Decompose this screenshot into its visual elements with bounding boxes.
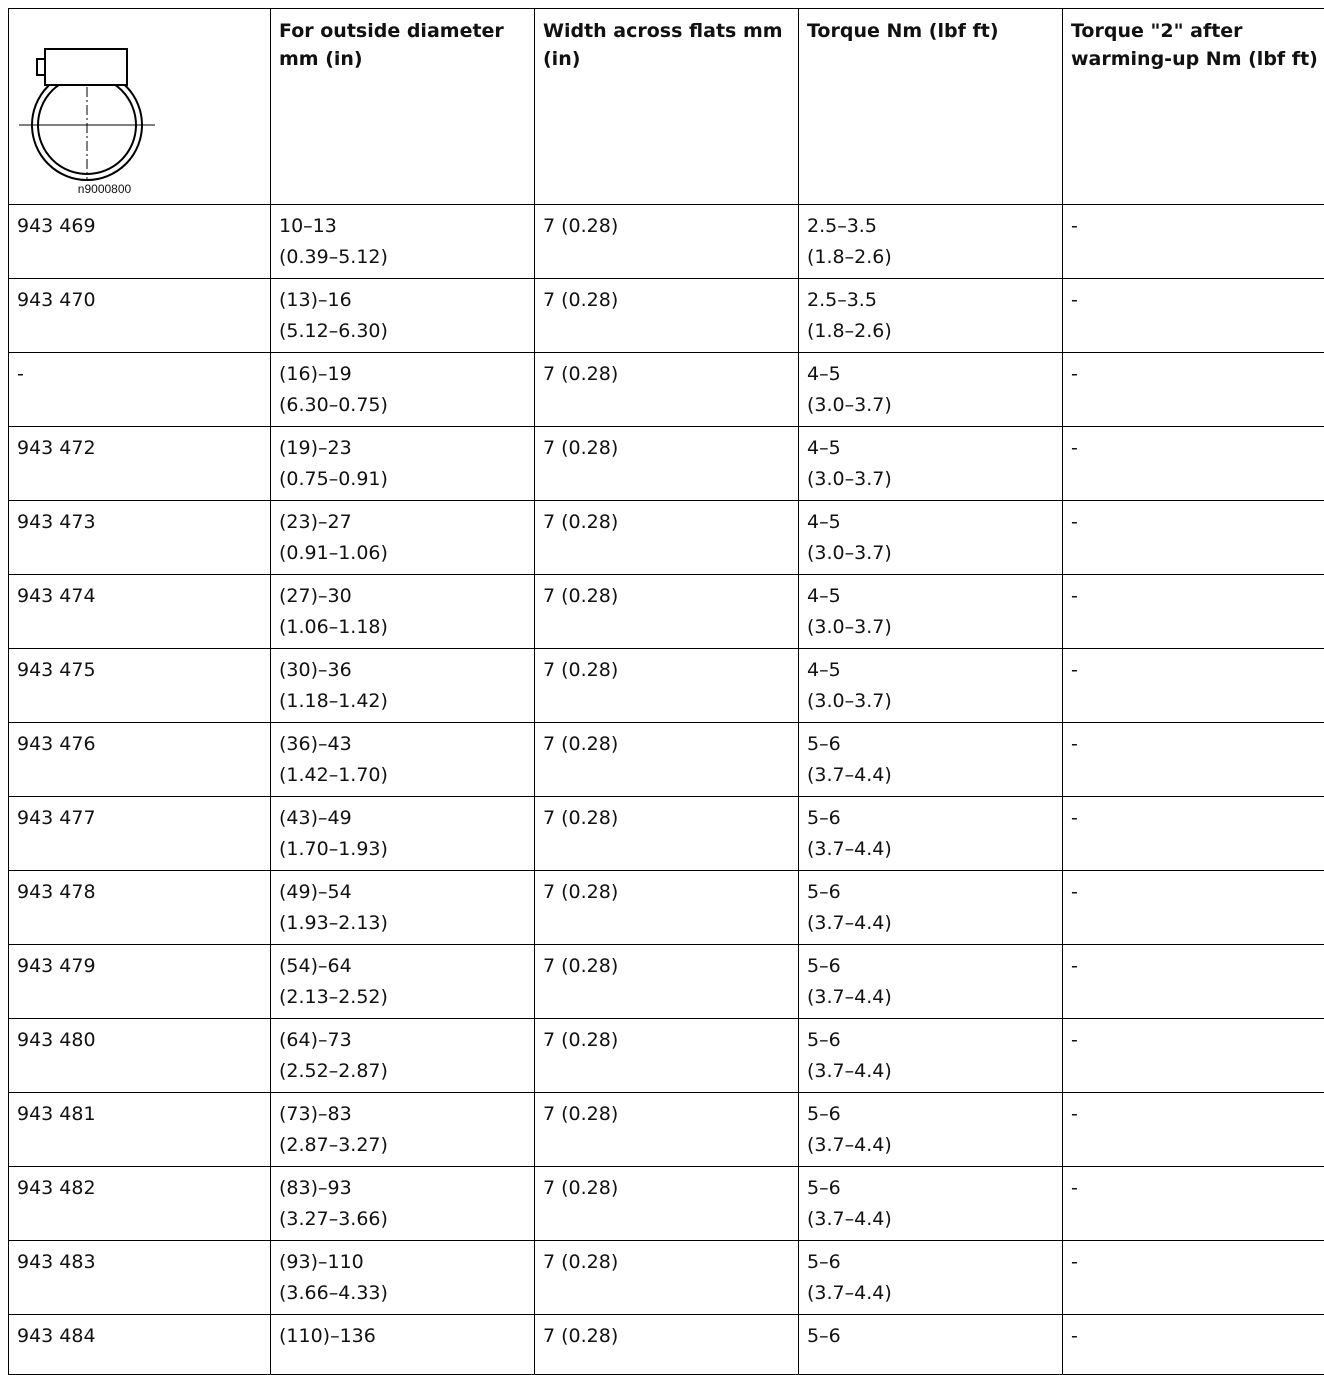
table-row [9, 279, 1324, 353]
diameter-mm: (27)–30 [279, 581, 526, 612]
torque-lbf: (3.7–4.4) [807, 1278, 1054, 1309]
torque-after-warmup-cell [1063, 1093, 1324, 1167]
table-row [9, 797, 1324, 871]
torque-lbf: (3.7–4.4) [807, 1130, 1054, 1161]
torque-nm: 4–5 [807, 581, 1054, 612]
header-torque: Torque Nm (lbf ft) [799, 9, 1063, 205]
width-value: 7 (0.28) [543, 433, 790, 464]
table-row [9, 1315, 1324, 1375]
torque-cell [799, 353, 1063, 427]
part-number-cell [9, 1241, 271, 1315]
diameter-mm: (19)–23 [279, 433, 526, 464]
torque-cell [799, 205, 1063, 279]
torque-after-warmup-cell [1063, 1167, 1324, 1241]
table-row [9, 1241, 1324, 1315]
part-number: 943 480 [17, 1025, 262, 1056]
part-number-cell [9, 279, 271, 353]
torque2-value: - [1071, 507, 1320, 538]
table-row [9, 1093, 1324, 1167]
part-number-cell [9, 575, 271, 649]
diameter-mm: (73)–83 [279, 1099, 526, 1130]
diameter-mm: (13)–16 [279, 285, 526, 316]
diameter-mm: (23)–27 [279, 507, 526, 538]
table-body [9, 205, 1324, 1375]
table-row [9, 427, 1324, 501]
part-number: 943 472 [17, 433, 262, 464]
hose-clamp-icon [17, 39, 167, 189]
torque-nm: 2.5–3.5 [807, 211, 1054, 242]
table-row [9, 1019, 1324, 1093]
width-value: 7 (0.28) [543, 507, 790, 538]
diameter-mm: (64)–73 [279, 1025, 526, 1056]
part-number-cell [9, 871, 271, 945]
part-number: 943 475 [17, 655, 262, 686]
part-number: 943 482 [17, 1173, 262, 1204]
torque-cell [799, 1093, 1063, 1167]
part-number-cell [9, 1315, 271, 1375]
part-number-cell [9, 205, 271, 279]
diameter-mm: (43)–49 [279, 803, 526, 834]
torque-lbf: (3.0–3.7) [807, 464, 1054, 495]
width-value: 7 (0.28) [543, 951, 790, 982]
part-number: 943 473 [17, 507, 262, 538]
diameter-in: (2.13–2.52) [279, 982, 526, 1013]
header-row [9, 9, 1324, 205]
diameter-mm: (110)–136 [279, 1321, 526, 1352]
width-value: 7 (0.28) [543, 285, 790, 316]
torque-lbf: (3.7–4.4) [807, 982, 1054, 1013]
part-number-cell [9, 1167, 271, 1241]
torque-after-warmup-cell [1063, 649, 1324, 723]
torque-lbf: (3.7–4.4) [807, 760, 1054, 791]
torque2-value: - [1071, 433, 1320, 464]
width-value: 7 (0.28) [543, 655, 790, 686]
diameter-in: (5.12–6.30) [279, 316, 526, 347]
part-number-cell [9, 1093, 271, 1167]
diameter-in: (1.42–1.70) [279, 760, 526, 791]
torque-after-warmup-cell [1063, 723, 1324, 797]
torque-after-warmup-cell [1063, 205, 1324, 279]
torque-cell [799, 501, 1063, 575]
diameter-in: (1.18–1.42) [279, 686, 526, 717]
outside-diameter-cell [271, 649, 535, 723]
outside-diameter-cell [271, 1093, 535, 1167]
torque-after-warmup-cell [1063, 427, 1324, 501]
torque-nm: 4–5 [807, 507, 1054, 538]
table-row [9, 649, 1324, 723]
table-row [9, 945, 1324, 1019]
part-number: - [17, 359, 262, 390]
torque-after-warmup-cell [1063, 945, 1324, 1019]
outside-diameter-cell [271, 1315, 535, 1375]
torque-after-warmup-cell [1063, 501, 1324, 575]
torque-lbf: (1.8–2.6) [807, 316, 1054, 347]
width-value: 7 (0.28) [543, 1099, 790, 1130]
part-number: 943 479 [17, 951, 262, 982]
outside-diameter-cell [271, 427, 535, 501]
width-across-flats-cell [535, 575, 799, 649]
part-number: 943 484 [17, 1321, 262, 1352]
width-value: 7 (0.28) [543, 211, 790, 242]
width-value: 7 (0.28) [543, 1173, 790, 1204]
table-row [9, 205, 1324, 279]
torque2-value: - [1071, 877, 1320, 908]
torque-cell [799, 575, 1063, 649]
width-across-flats-cell [535, 1167, 799, 1241]
part-number-cell [9, 353, 271, 427]
torque2-value: - [1071, 1321, 1320, 1352]
part-number-cell [9, 797, 271, 871]
width-across-flats-cell [535, 871, 799, 945]
width-across-flats-cell [535, 205, 799, 279]
torque-cell [799, 871, 1063, 945]
diameter-mm: (93)–110 [279, 1247, 526, 1278]
part-number: 943 470 [17, 285, 262, 316]
diameter-in: (6.30–0.75) [279, 390, 526, 421]
part-number: 943 483 [17, 1247, 262, 1278]
torque-nm: 4–5 [807, 655, 1054, 686]
part-number-cell [9, 427, 271, 501]
torque2-value: - [1071, 581, 1320, 612]
torque2-value: - [1071, 951, 1320, 982]
width-across-flats-cell [535, 1315, 799, 1375]
part-number-cell [9, 1019, 271, 1093]
part-number-cell [9, 945, 271, 1019]
outside-diameter-cell [271, 205, 535, 279]
torque2-value: - [1071, 285, 1320, 316]
width-across-flats-cell [535, 353, 799, 427]
diameter-in: (3.66–4.33) [279, 1278, 526, 1309]
diameter-mm: (36)–43 [279, 729, 526, 760]
table-row [9, 1167, 1324, 1241]
part-number-cell [9, 649, 271, 723]
diameter-mm: (16)–19 [279, 359, 526, 390]
diameter-mm: (83)–93 [279, 1173, 526, 1204]
outside-diameter-cell [271, 279, 535, 353]
torque-nm: 5–6 [807, 1099, 1054, 1130]
header-width-across-flats: Width across flats mm (in) [535, 9, 799, 205]
width-value: 7 (0.28) [543, 1025, 790, 1056]
torque-cell [799, 723, 1063, 797]
torque-cell [799, 427, 1063, 501]
torque-nm: 2.5–3.5 [807, 285, 1054, 316]
torque-cell [799, 945, 1063, 1019]
torque-nm: 5–6 [807, 729, 1054, 760]
part-number: 943 474 [17, 581, 262, 612]
diameter-in: (1.06–1.18) [279, 612, 526, 643]
width-value: 7 (0.28) [543, 1247, 790, 1278]
outside-diameter-cell [271, 353, 535, 427]
part-number: 943 476 [17, 729, 262, 760]
torque-nm: 4–5 [807, 359, 1054, 390]
torque-after-warmup-cell [1063, 353, 1324, 427]
width-across-flats-cell [535, 427, 799, 501]
torque2-value: - [1071, 803, 1320, 834]
torque-lbf: (1.8–2.6) [807, 242, 1054, 273]
width-value: 7 (0.28) [543, 729, 790, 760]
width-value: 7 (0.28) [543, 359, 790, 390]
torque-cell [799, 1241, 1063, 1315]
torque2-value: - [1071, 211, 1320, 242]
torque-lbf: (3.0–3.7) [807, 686, 1054, 717]
width-value: 7 (0.28) [543, 877, 790, 908]
torque-cell [799, 1019, 1063, 1093]
torque2-value: - [1071, 359, 1320, 390]
width-value: 7 (0.28) [543, 803, 790, 834]
torque-after-warmup-cell [1063, 1019, 1324, 1093]
torque-nm: 5–6 [807, 1173, 1054, 1204]
torque-nm: 5–6 [807, 877, 1054, 908]
width-across-flats-cell [535, 649, 799, 723]
width-across-flats-cell [535, 279, 799, 353]
torque-nm: 5–6 [807, 1247, 1054, 1278]
torque-nm: 5–6 [807, 951, 1054, 982]
width-across-flats-cell [535, 945, 799, 1019]
diameter-mm: (54)–64 [279, 951, 526, 982]
outside-diameter-cell [271, 945, 535, 1019]
torque-after-warmup-cell [1063, 1315, 1324, 1375]
hose-clamp-spec-table [8, 8, 1324, 1375]
torque2-value: - [1071, 1025, 1320, 1056]
torque-lbf: (3.0–3.7) [807, 538, 1054, 569]
width-across-flats-cell [535, 501, 799, 575]
torque-lbf: (3.7–4.4) [807, 1204, 1054, 1235]
torque-lbf: (3.0–3.7) [807, 390, 1054, 421]
torque-after-warmup-cell [1063, 871, 1324, 945]
diameter-mm: (30)–36 [279, 655, 526, 686]
torque-nm: 4–5 [807, 433, 1054, 464]
table-row [9, 353, 1324, 427]
torque-lbf: (3.7–4.4) [807, 908, 1054, 939]
outside-diameter-cell [271, 1019, 535, 1093]
diameter-mm: (49)–54 [279, 877, 526, 908]
diameter-in: (2.52–2.87) [279, 1056, 526, 1087]
torque-cell [799, 649, 1063, 723]
diameter-in: (2.87–3.27) [279, 1130, 526, 1161]
torque-nm: 5–6 [807, 803, 1054, 834]
part-number: 943 469 [17, 211, 262, 242]
torque-cell [799, 797, 1063, 871]
diameter-mm: 10–13 [279, 211, 526, 242]
width-across-flats-cell [535, 723, 799, 797]
torque-after-warmup-cell [1063, 575, 1324, 649]
table-row [9, 871, 1324, 945]
torque2-value: - [1071, 1173, 1320, 1204]
diameter-in: (3.27–3.66) [279, 1204, 526, 1235]
torque-lbf: (3.7–4.4) [807, 834, 1054, 865]
torque2-value: - [1071, 655, 1320, 686]
width-across-flats-cell [535, 1093, 799, 1167]
torque-nm: 5–6 [807, 1321, 1054, 1352]
diameter-in: (0.91–1.06) [279, 538, 526, 569]
header-outside-diameter: For outside diameter mm (in) [271, 9, 535, 205]
table-row [9, 575, 1324, 649]
torque-lbf: (3.0–3.7) [807, 612, 1054, 643]
part-number-cell [9, 723, 271, 797]
part-number: 943 481 [17, 1099, 262, 1130]
diameter-in: (0.75–0.91) [279, 464, 526, 495]
torque-nm: 5–6 [807, 1025, 1054, 1056]
width-value: 7 (0.28) [543, 581, 790, 612]
torque-cell [799, 1315, 1063, 1375]
outside-diameter-cell [271, 1241, 535, 1315]
header-image-cell [9, 9, 271, 205]
figure-label: n9000800 [9, 182, 270, 196]
table-row [9, 501, 1324, 575]
torque2-value: - [1071, 1099, 1320, 1130]
part-number-cell [9, 501, 271, 575]
part-number: 943 477 [17, 803, 262, 834]
header-torque-after-warmup: Torque "2" after warming-up Nm (lbf ft) [1063, 9, 1324, 205]
torque-after-warmup-cell [1063, 1241, 1324, 1315]
torque2-value: - [1071, 1247, 1320, 1278]
width-across-flats-cell [535, 1241, 799, 1315]
part-number: 943 478 [17, 877, 262, 908]
width-across-flats-cell [535, 797, 799, 871]
diameter-in: (1.70–1.93) [279, 834, 526, 865]
torque-cell [799, 1167, 1063, 1241]
torque-lbf: (3.7–4.4) [807, 1056, 1054, 1087]
outside-diameter-cell [271, 871, 535, 945]
diameter-in: (0.39–5.12) [279, 242, 526, 273]
torque-after-warmup-cell [1063, 279, 1324, 353]
outside-diameter-cell [271, 575, 535, 649]
outside-diameter-cell [271, 797, 535, 871]
width-value: 7 (0.28) [543, 1321, 790, 1352]
outside-diameter-cell [271, 723, 535, 797]
torque-after-warmup-cell [1063, 797, 1324, 871]
torque2-value: - [1071, 729, 1320, 760]
outside-diameter-cell [271, 501, 535, 575]
table-row [9, 723, 1324, 797]
torque-cell [799, 279, 1063, 353]
diameter-in: (1.93–2.13) [279, 908, 526, 939]
outside-diameter-cell [271, 1167, 535, 1241]
width-across-flats-cell [535, 1019, 799, 1093]
